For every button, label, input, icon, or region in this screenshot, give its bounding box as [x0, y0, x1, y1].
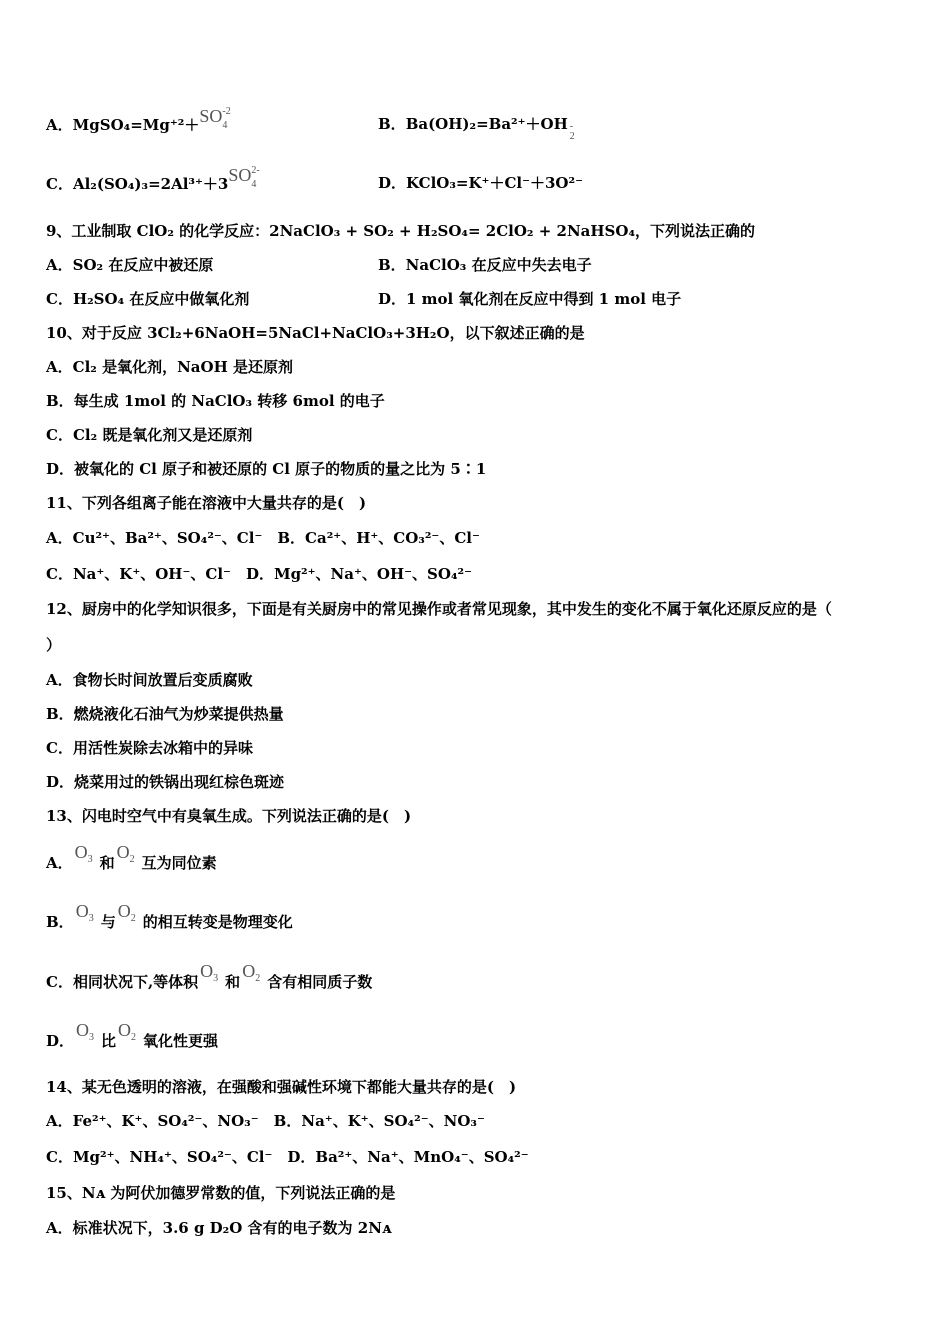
option-label: D．	[378, 174, 407, 192]
q12-stem-continued: ）	[46, 636, 62, 654]
q9-stem: 9、工业制取 ClO₂ 的化学反应：2NaClO₃ + SO₂ + H₂SO₄= 2ClO₂ + 2NaHSO₄，下列说法正确的	[46, 222, 756, 240]
ozone-formula-image: O 3	[200, 961, 219, 984]
q8-option-c	[46, 165, 260, 194]
equation-text: MgSO₄=Mg⁺²＋	[72, 116, 200, 134]
ozone-formula-image: O 3	[76, 1020, 95, 1043]
sulfate-formula-image: SO 4 2-	[228, 165, 260, 190]
q14-options-ab: A．Fe²⁺、K⁺、SO₄²⁻、NO₃⁻ B．Na⁺、K⁺、SO₄²⁻、NO₃⁻	[46, 1112, 485, 1130]
oxygen-formula-image: O 2	[118, 1020, 137, 1043]
option-label: C．	[46, 175, 73, 193]
q12-stem: 12、厨房中的化学知识很多，下面是有关厨房中的常见操作或者常见现象，其中发生的变化不属于氧化还原反应的是（	[46, 600, 832, 618]
q8-option-a	[46, 106, 231, 135]
q14-stem: 14、某无色透明的溶液，在强酸和强碱性环境下都能大量共存的是( )	[46, 1078, 517, 1096]
equation-text: KClO₃=K⁺＋Cl⁻＋3O²⁻	[406, 174, 583, 192]
q8-option-b: B．Ba(OH)₂=Ba²⁺＋OH - 2	[378, 115, 575, 142]
equation-text: Ba(OH)₂=Ba²⁺＋OH	[405, 115, 568, 133]
q9-option-d: D．1 mol 氧化剂在反应中得到 1 mol 电子	[378, 290, 682, 308]
q10-option-a: A．Cl₂ 是氧化剂，NaOH 是还原剂	[46, 358, 293, 376]
q13-option-b: B．O 3 与O 2 的相互转变是物理变化	[46, 901, 293, 931]
q9-option-c: C．H₂SO₄ 在反应中做氧化剂	[46, 290, 250, 308]
q10-option-d: D．被氧化的 Cl 原子和被还原的 Cl 原子的物质的量之比为 5∶1	[46, 460, 487, 478]
q14-options-cd: C．Mg²⁺、NH₄⁺、SO₄²⁻、Cl⁻ D．Ba²⁺、Na⁺、MnO₄⁻、SO₄²⁻	[46, 1148, 529, 1166]
q15-stem: 15、Nᴀ 为阿伏加德罗常数的值，下列说法正确的是	[46, 1184, 396, 1202]
q13-option-d: D．O 3 比O 2 氧化性更强	[46, 1020, 219, 1050]
q12-option-c: C．用活性炭除去冰箱中的异味	[46, 739, 253, 757]
q8-option-d	[378, 173, 583, 193]
sulfate-formula-image: SO 4 -2	[199, 106, 231, 131]
q13-stem: 13、闪电时空气中有臭氧生成。下列说法正确的是( )	[46, 807, 412, 825]
q11-options-ab: A．Cu²⁺、Ba²⁺、SO₄²⁻、Cl⁻ B．Ca²⁺、H⁺、CO₃²⁻、Cl⁻	[46, 529, 480, 547]
oxygen-formula-image: O 2	[242, 961, 261, 984]
oxygen-formula-image: O 2	[117, 901, 136, 924]
equation-text: Al₂(SO₄)₃=2Al³⁺＋3	[72, 175, 229, 193]
option-label: A．	[46, 116, 73, 134]
q11-stem: 11、下列各组离子能在溶液中大量共存的是( )	[46, 494, 367, 512]
option-label: B．	[378, 115, 406, 133]
q12-option-b: B．燃烧液化石油气为炒菜提供热量	[46, 705, 284, 723]
q9-option-a: A．SO₂ 在反应中被还原	[46, 256, 214, 274]
q13-option-a: A．O 3 和O 2 互为同位素	[46, 842, 217, 872]
oxygen-formula-image: O 2	[116, 842, 135, 865]
q10-option-c: C．Cl₂ 既是氧化剂又是还原剂	[46, 426, 253, 444]
q9-option-b: B．NaClO₃ 在反应中失去电子	[378, 256, 592, 274]
q10-stem: 10、对于反应 3Cl₂+6NaOH=5NaCl+NaClO₃+3H₂O，以下叙述正确的是	[46, 324, 585, 342]
q13-option-c: C．相同状况下,等体积O 3 和O 2 含有相同质子数	[46, 961, 373, 991]
q12-option-d: D．烧菜用过的铁锅出现红棕色斑迹	[46, 773, 285, 791]
ozone-formula-image: O 3	[74, 842, 93, 865]
ozone-formula-image: O 3	[75, 901, 94, 924]
q15-option-a: A．标准状况下，3.6 g D₂O 含有的电子数为 2Nᴀ	[46, 1219, 392, 1237]
q11-options-cd: C．Na⁺、K⁺、OH⁻、Cl⁻ D．Mg²⁺、Na⁺、OH⁻、SO₄²⁻	[46, 565, 472, 583]
q12-option-a: A．食物长时间放置后变质腐败	[46, 671, 253, 689]
q10-option-b: B．每生成 1mol 的 NaClO₃ 转移 6mol 的电子	[46, 392, 385, 410]
